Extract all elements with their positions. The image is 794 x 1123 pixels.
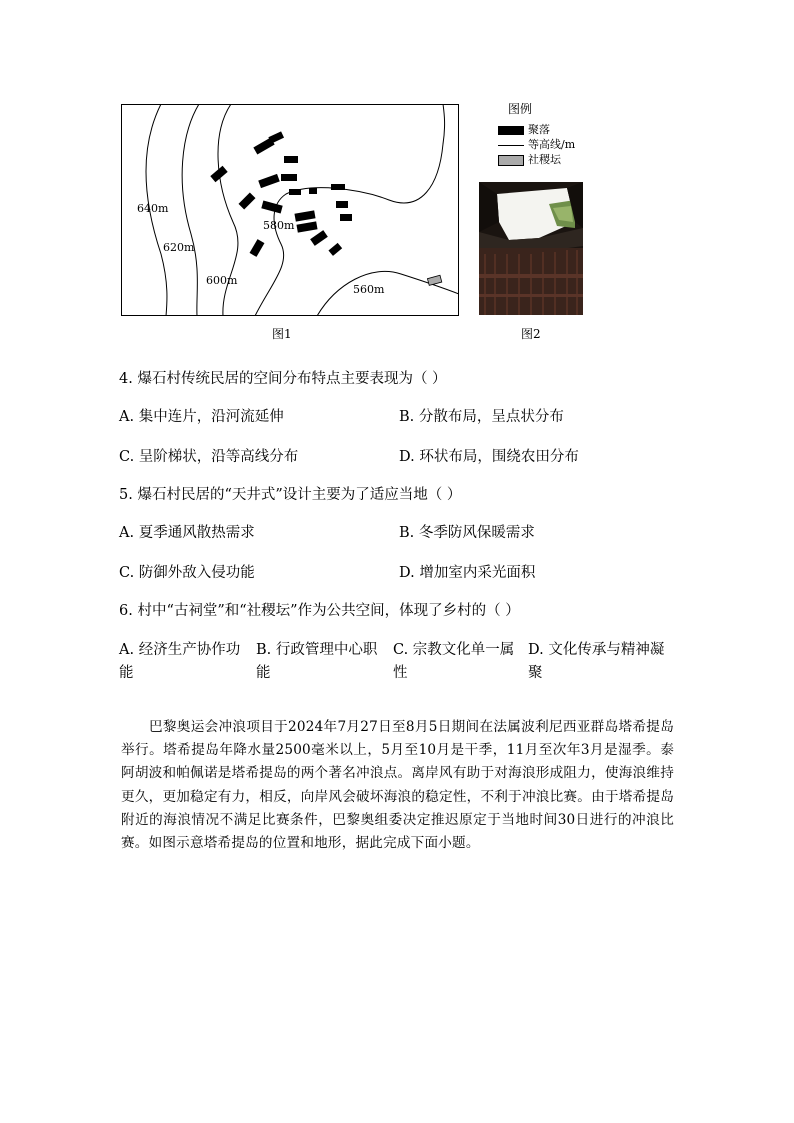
settlement-mark xyxy=(281,174,297,181)
question-4-option-b[interactable]: B. 分散布局，呈点状分布 xyxy=(399,409,564,425)
option-b-line2: 能 xyxy=(256,665,271,681)
question-6-stem: 6. 村中“古祠堂”和“社稷坛”作为公共空间，体现了乡村的（ ） xyxy=(119,603,520,619)
legend-label: 聚落 xyxy=(528,123,550,136)
legend-label: 等高线/m xyxy=(528,138,576,151)
question-4-stem: 4. 爆石村传统民居的空间分布特点主要表现为（ ） xyxy=(119,371,447,387)
legend-item-settlement xyxy=(498,123,550,137)
option-b-line1: B. 行政管理中心职 xyxy=(256,642,378,658)
question-5-option-a[interactable]: A. 夏季通风散热需求 xyxy=(119,525,255,541)
settlement-mark xyxy=(340,214,352,221)
contour-label-640: 640m xyxy=(137,202,169,215)
question-5-option-c[interactable]: C. 防御外敌入侵功能 xyxy=(119,565,255,581)
contour-map-figure xyxy=(121,104,459,316)
question-5-stem: 5. 爆石村民居的“天井式”设计主要为了适应当地（ ） xyxy=(119,487,462,503)
contour-label-600: 600m xyxy=(206,274,238,287)
legend-item-contour xyxy=(498,138,575,152)
option-d-line1: D. 文化传承与精神凝 xyxy=(528,642,665,658)
settlement-swatch-icon xyxy=(498,126,524,135)
settlement-mark xyxy=(284,156,298,163)
reading-passage: 巴黎奥运会冲浪项目于2024年7月27日至8月5日期间在法属波利尼西亚群岛塔希提岛举行。塔希提岛年降水量2500毫米以上，5月至10月是干季，11月至次年3月是湿季。泰阿胡波和帕佩诺是塔希提岛的两个著名冲浪点。离岸风有助于对海浪形成阻力，使海浪维持更久，更加稳定有力，相反，向岸风会破坏海浪的稳定性，不利于冲浪比赛。由于塔希提岛附近的海浪情况不满足比赛条件，巴黎奥组委决定推迟原定于当地时间30日进行的冲浪比赛。如图示意塔希提岛的位置和地形，据此完成下面小题。 xyxy=(121,719,674,852)
legend-title: 图例 xyxy=(508,102,533,116)
option-a-line2: 能 xyxy=(119,665,134,681)
question-5-option-d[interactable]: D. 增加室内采光面积 xyxy=(399,565,536,581)
settlement-mark xyxy=(331,184,345,190)
altar-swatch-icon xyxy=(498,155,524,166)
question-6-option-c[interactable] xyxy=(393,638,530,682)
contour-label-560: 560m xyxy=(353,283,385,296)
settlement-mark xyxy=(309,188,317,194)
option-a-line1: A. 经济生产协作功 xyxy=(119,642,241,658)
question-6-option-d[interactable] xyxy=(528,638,678,682)
contour-label-620: 620m xyxy=(163,241,195,254)
settlement-mark xyxy=(289,189,301,195)
option-c-line1: C. 宗教文化单一属 xyxy=(393,642,515,658)
courtyard-photo xyxy=(479,182,583,315)
question-4-option-d[interactable]: D. 环状布局，围绕农田分布 xyxy=(399,449,579,465)
question-5-option-b[interactable]: B. 冬季防风保暖需求 xyxy=(399,525,535,541)
figure2-caption: 图2 xyxy=(521,327,541,341)
question-4-option-a[interactable]: A. 集中连片，沿河流延伸 xyxy=(119,409,284,425)
legend-label: 社稷坛 xyxy=(528,153,561,166)
legend-item-altar xyxy=(498,153,561,167)
settlement-mark xyxy=(336,201,348,208)
question-6-option-b[interactable] xyxy=(256,638,393,682)
contour-line-swatch-icon xyxy=(498,145,524,146)
option-d-line2: 聚 xyxy=(528,665,543,681)
contour-label-580: 580m xyxy=(263,219,295,232)
figure1-caption: 图1 xyxy=(272,327,292,341)
question-6-option-a[interactable] xyxy=(119,638,256,682)
option-c-line2: 性 xyxy=(393,665,408,681)
question-4-option-c[interactable]: C. 呈阶梯状，沿等高线分布 xyxy=(119,449,299,465)
